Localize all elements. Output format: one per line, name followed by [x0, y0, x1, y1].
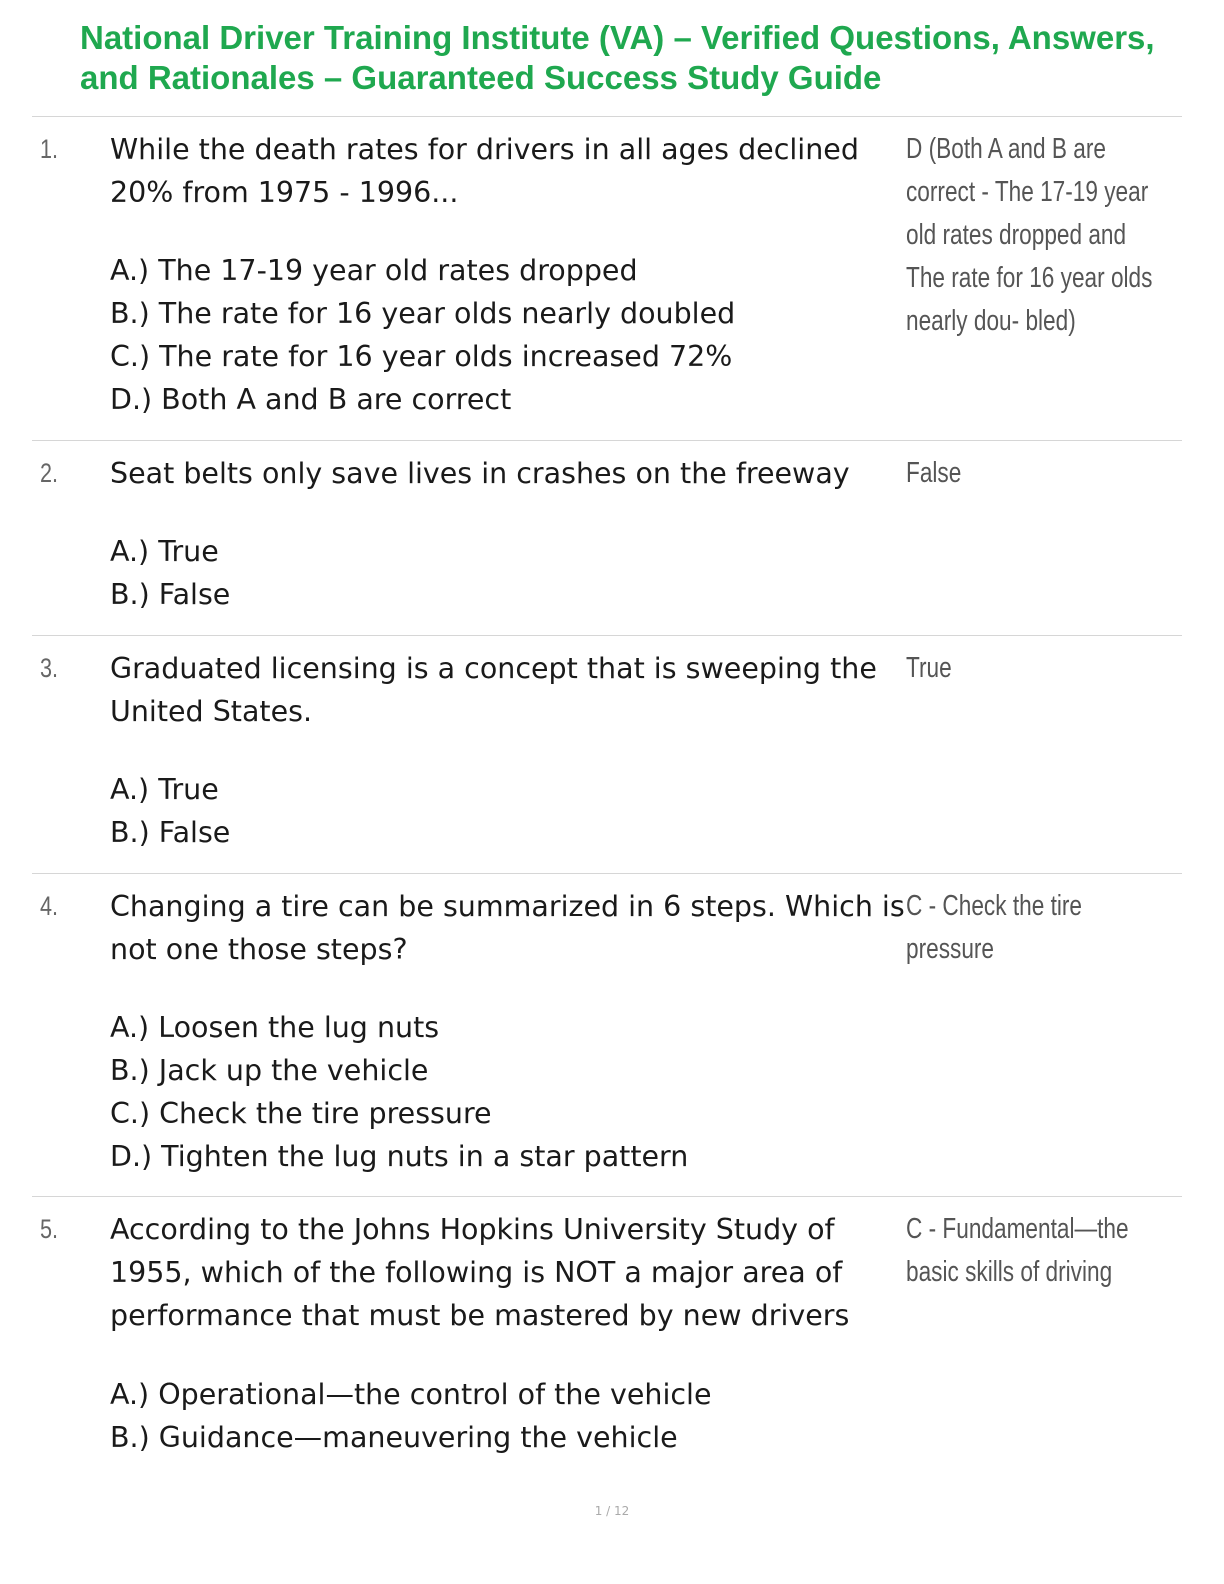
question-text: According to the Johns Hopkins University Study of 1955, which of the following is NOT a major area of performance that must be mastered by new drivers [110, 1213, 850, 1332]
option-c: C.) Check the tire pressure [110, 1097, 492, 1130]
page-number: 1 / 12 [594, 1504, 630, 1518]
question-text: Seat belts only save lives in crashes on the freeway [110, 457, 850, 490]
option-b: B.) Guidance—maneuvering the vehicle [110, 1421, 678, 1454]
option-list [110, 530, 910, 616]
option-list [110, 1373, 910, 1459]
option-d: D.) Both A and B are correct [110, 383, 512, 416]
question-number: 5. [40, 1214, 59, 1244]
question-text: Changing a tire can be summarized in 6 steps. Which is not one those steps? [110, 890, 905, 966]
option-b: B.) False [110, 578, 231, 611]
option-a: A.) Loosen the lug nuts [110, 1011, 440, 1044]
question-number: 1. [40, 134, 59, 164]
question-number: 4. [40, 891, 59, 921]
answer-text: D (Both A and B are correct - The 17-19 year old rates dropped and The rate for 16 year olds nearly dou- bled) [906, 133, 1153, 337]
option-list [110, 249, 910, 421]
option-a: A.) True [110, 535, 219, 568]
option-b: B.) The rate for 16 year olds nearly doubled [110, 297, 736, 330]
divider [32, 635, 1182, 636]
question-text: Graduated licensing is a concept that is sweeping the United States. [110, 652, 877, 728]
option-list [110, 768, 910, 854]
divider [32, 873, 1182, 874]
option-a: A.) Operational—the control of the vehicle [110, 1378, 712, 1411]
option-c: C.) The rate for 16 year olds increased 72% [110, 340, 733, 373]
document-title: National Driver Training Institute (VA) – Verified Questions, Answers, and Rationales – Guaranteed Success Study Guide [80, 19, 1155, 96]
option-b: B.) Jack up the vehicle [110, 1054, 429, 1087]
question-number: 3. [40, 653, 59, 683]
option-a: A.) True [110, 773, 219, 806]
answer-text: False [906, 457, 962, 489]
divider [32, 116, 1182, 117]
answer-text: C - Check the tire pressure [906, 890, 1082, 965]
question-number: 2. [40, 458, 59, 488]
option-b: B.) False [110, 816, 231, 849]
question-text: While the death rates for drivers in all ages declined 20% from 1975 - 1996... [110, 133, 859, 209]
option-a: A.) The 17-19 year old rates dropped [110, 254, 638, 287]
option-d: D.) Tighten the lug nuts in a star pattern [110, 1140, 689, 1173]
divider [32, 1196, 1182, 1197]
divider [32, 440, 1182, 441]
answer-text: True [906, 652, 952, 684]
answer-text: C - Fundamental—the basic skills of driving [906, 1213, 1129, 1288]
option-list [110, 1006, 910, 1178]
